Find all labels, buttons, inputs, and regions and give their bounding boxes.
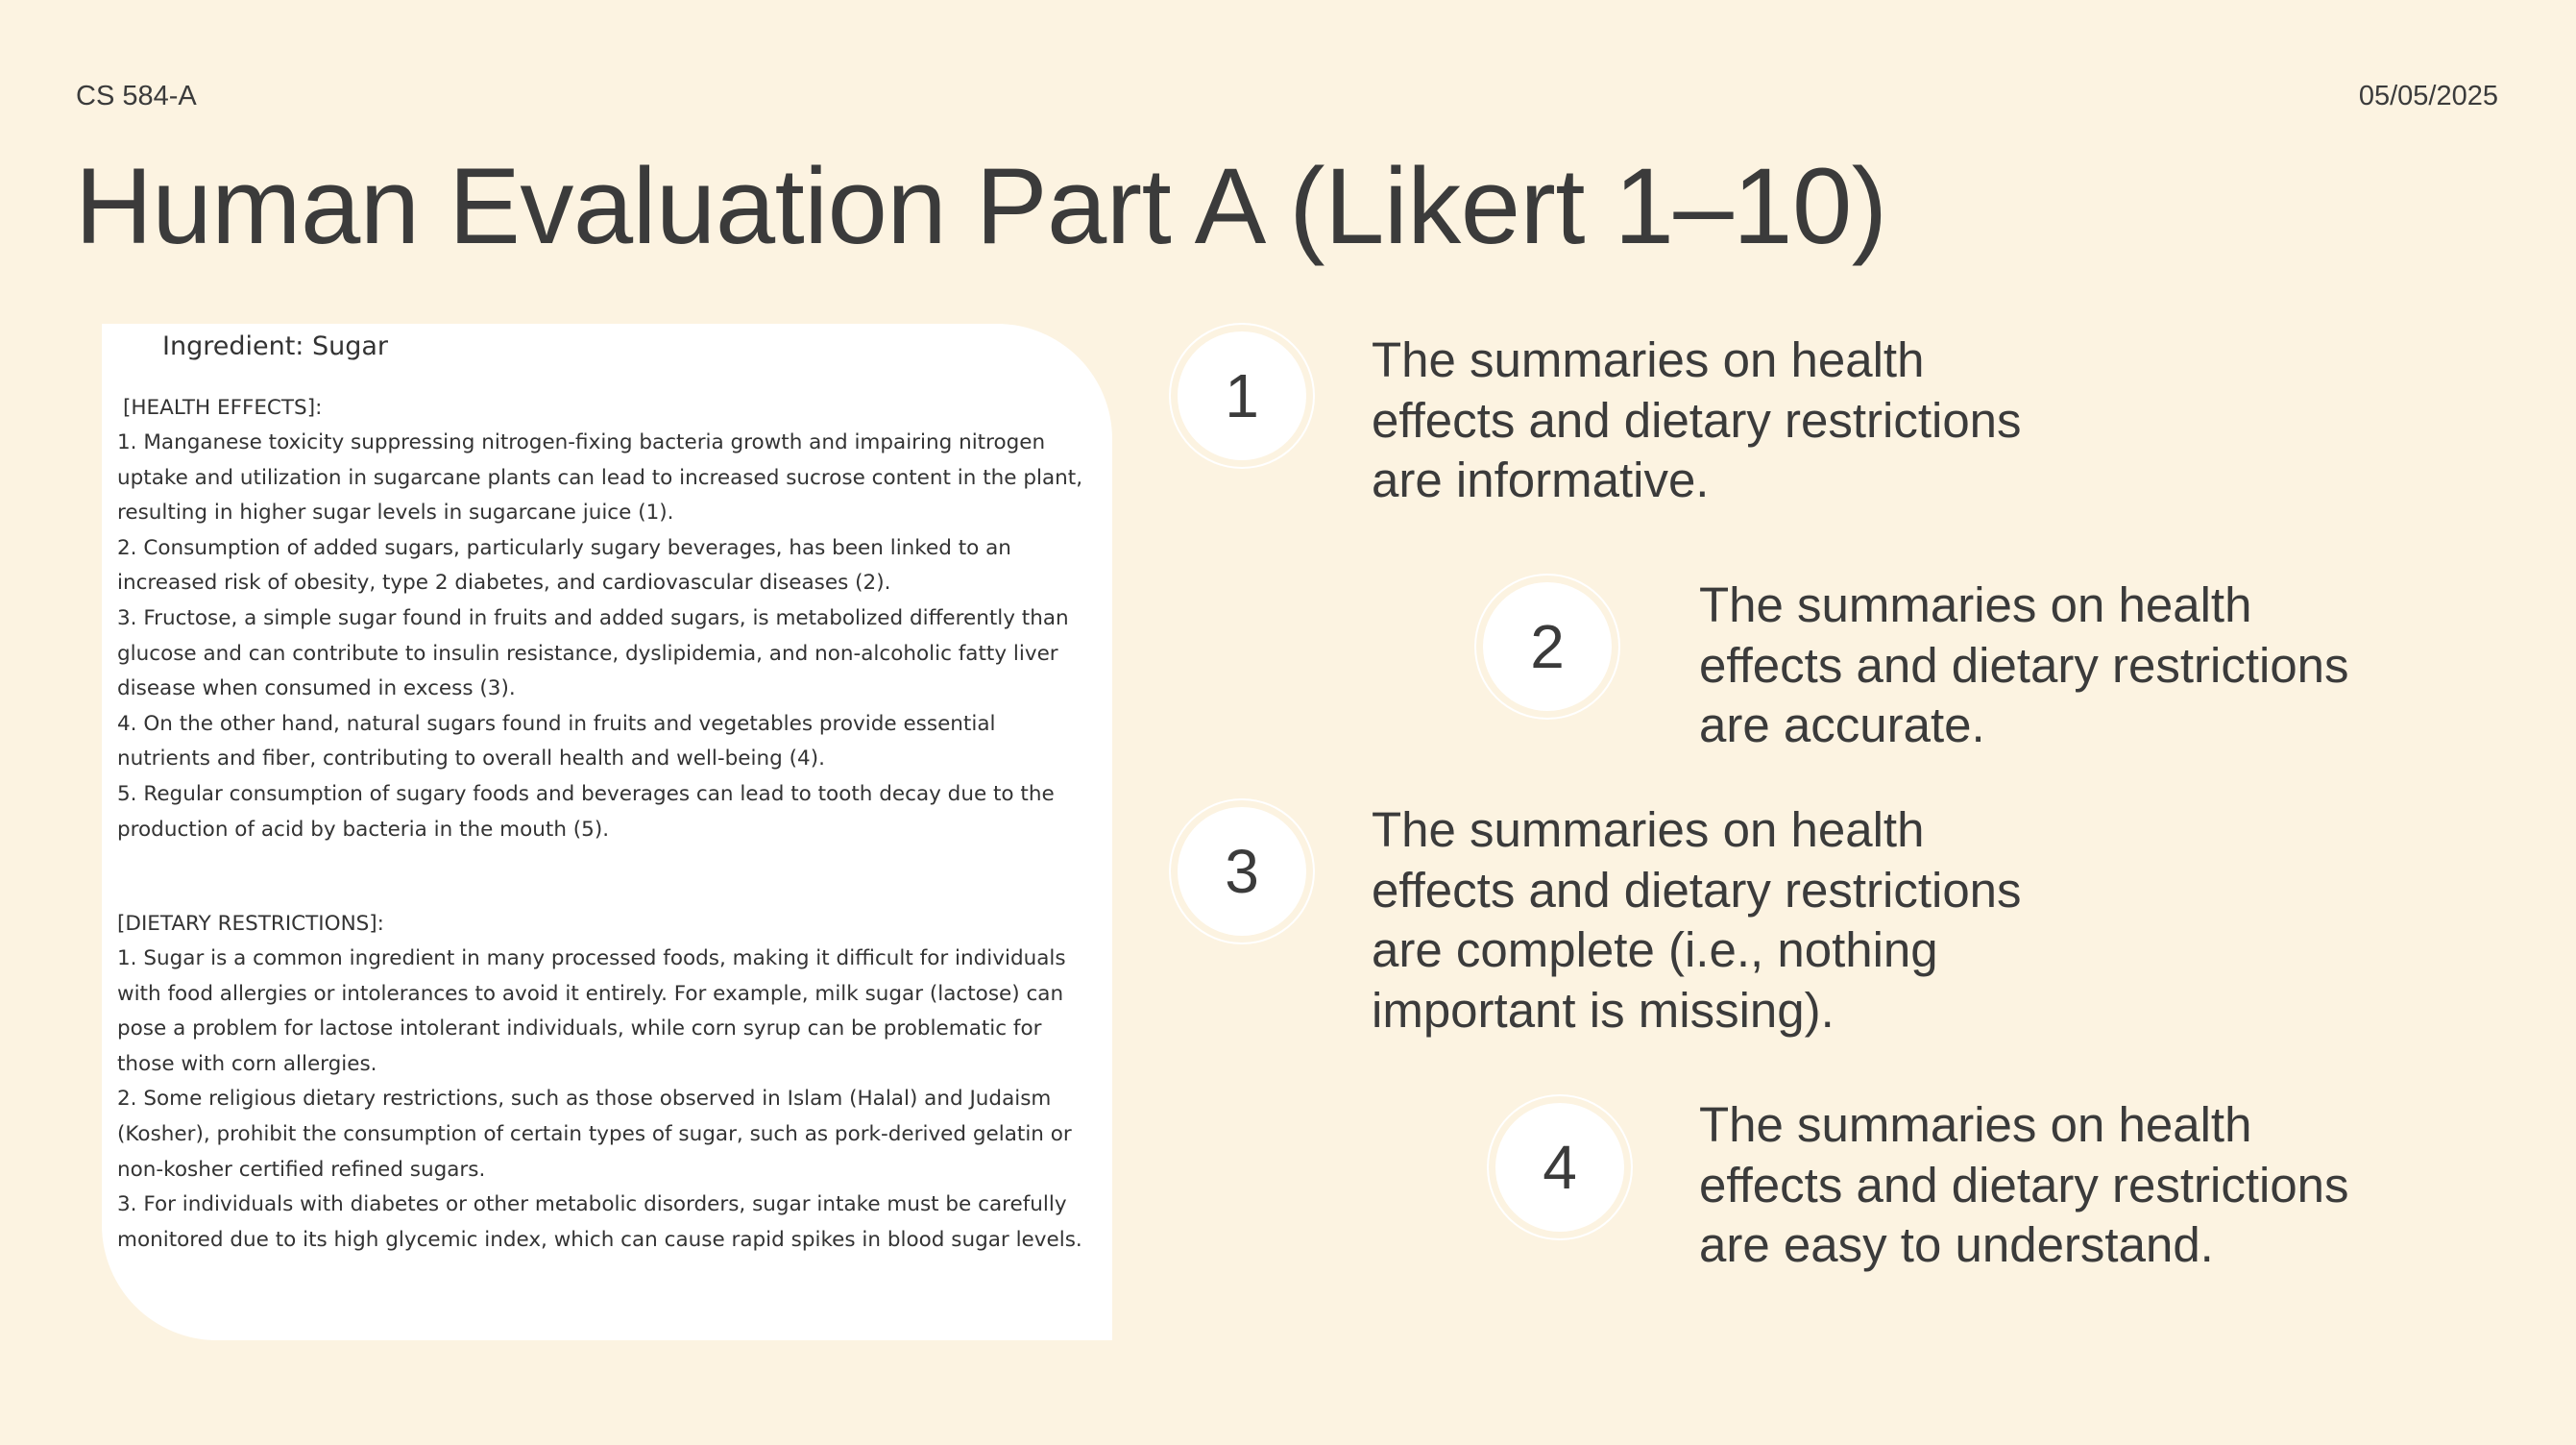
criterion-1-number: 1 — [1178, 331, 1306, 460]
criterion-4-statement: The summaries on health effects and dietary restrictions are easy to understand. — [1699, 1097, 2349, 1272]
dietary-restrictions-list — [117, 942, 1087, 1258]
list-item: 5. Regular consumption of sugary foods and beverages can lead to tooth decay due to the production of acid by bacteria in the mouth (5). — [117, 781, 1055, 842]
criterion-2-statement: The summaries on health effects and dietary restrictions are accurate. — [1699, 577, 2349, 752]
criterion-1-statement: The summaries on health effects and dietary restrictions are informative. — [1372, 332, 2022, 507]
list-item: 3. Fructose, a simple sugar found in fruits and added sugars, is metabolized differently than glucose and can contribute to insulin resistance, dyslipidemia, and non-alcoholic fatty liver disease when consumed in excess (3). — [117, 605, 1069, 701]
dietary-restrictions-heading: [DIETARY RESTRICTIONS]: — [117, 912, 384, 936]
page-title: Human Evaluation Part A (Likert 1–10) — [75, 146, 1887, 266]
list-item: 2. Consumption of added sugars, particularly sugary beverages, has been linked to an increased risk of obesity, type 2 diabetes, and cardiovascular diseases (2). — [117, 535, 1011, 596]
list-item: 2. Some religious dietary restrictions, such as those observed in Islam (Halal) and Judaism (Kosher), prohibit the consumption of certain types of sugar, such as pork-derived gelatin or non-kosher certified refined sugars. — [117, 1087, 1072, 1182]
course-code: CS 584-A — [76, 81, 197, 111]
health-effects-list — [117, 426, 1087, 847]
criterion-4-number: 4 — [1495, 1103, 1624, 1232]
criterion-3-statement: The summaries on health effects and dietary restrictions are complete (i.e., nothing important is missing). — [1372, 802, 2022, 1038]
criterion-3-number: 3 — [1178, 807, 1306, 936]
list-item: 1. Sugar is a common ingredient in many processed foods, making it difficult for individuals with food allergies or intolerances to avoid it entirely. For example, milk sugar (lactose) can pose a problem for lactose intolerant individuals, while corn syrup can be problematic for those with corn allergies. — [117, 946, 1066, 1076]
ingredient-summary-card — [102, 324, 1112, 1340]
list-item: 1. Manganese toxicity suppressing nitrogen-fixing bacteria growth and impairing nitrogen uptake and utilization in sugarcane plants can lead to increased sucrose content in the plant, resulting in higher sugar levels in sugarcane juice (1). — [117, 430, 1083, 526]
date-label: 05/05/2025 — [2358, 81, 2498, 111]
ingredient-label: Ingredient: Sugar — [162, 331, 388, 361]
health-effects-heading: [HEALTH EFFECTS]: — [123, 396, 323, 420]
list-item: 3. For individuals with diabetes or other metabolic disorders, sugar intake must be carefully monitored due to its high glycemic index, which can cause rapid spikes in blood sugar levels. — [117, 1192, 1082, 1252]
list-item: 4. On the other hand, natural sugars found in fruits and vegetables provide essential nutrients and fiber, contributing to overall health and well-being (4). — [117, 711, 996, 771]
criterion-2-number: 2 — [1483, 582, 1612, 711]
